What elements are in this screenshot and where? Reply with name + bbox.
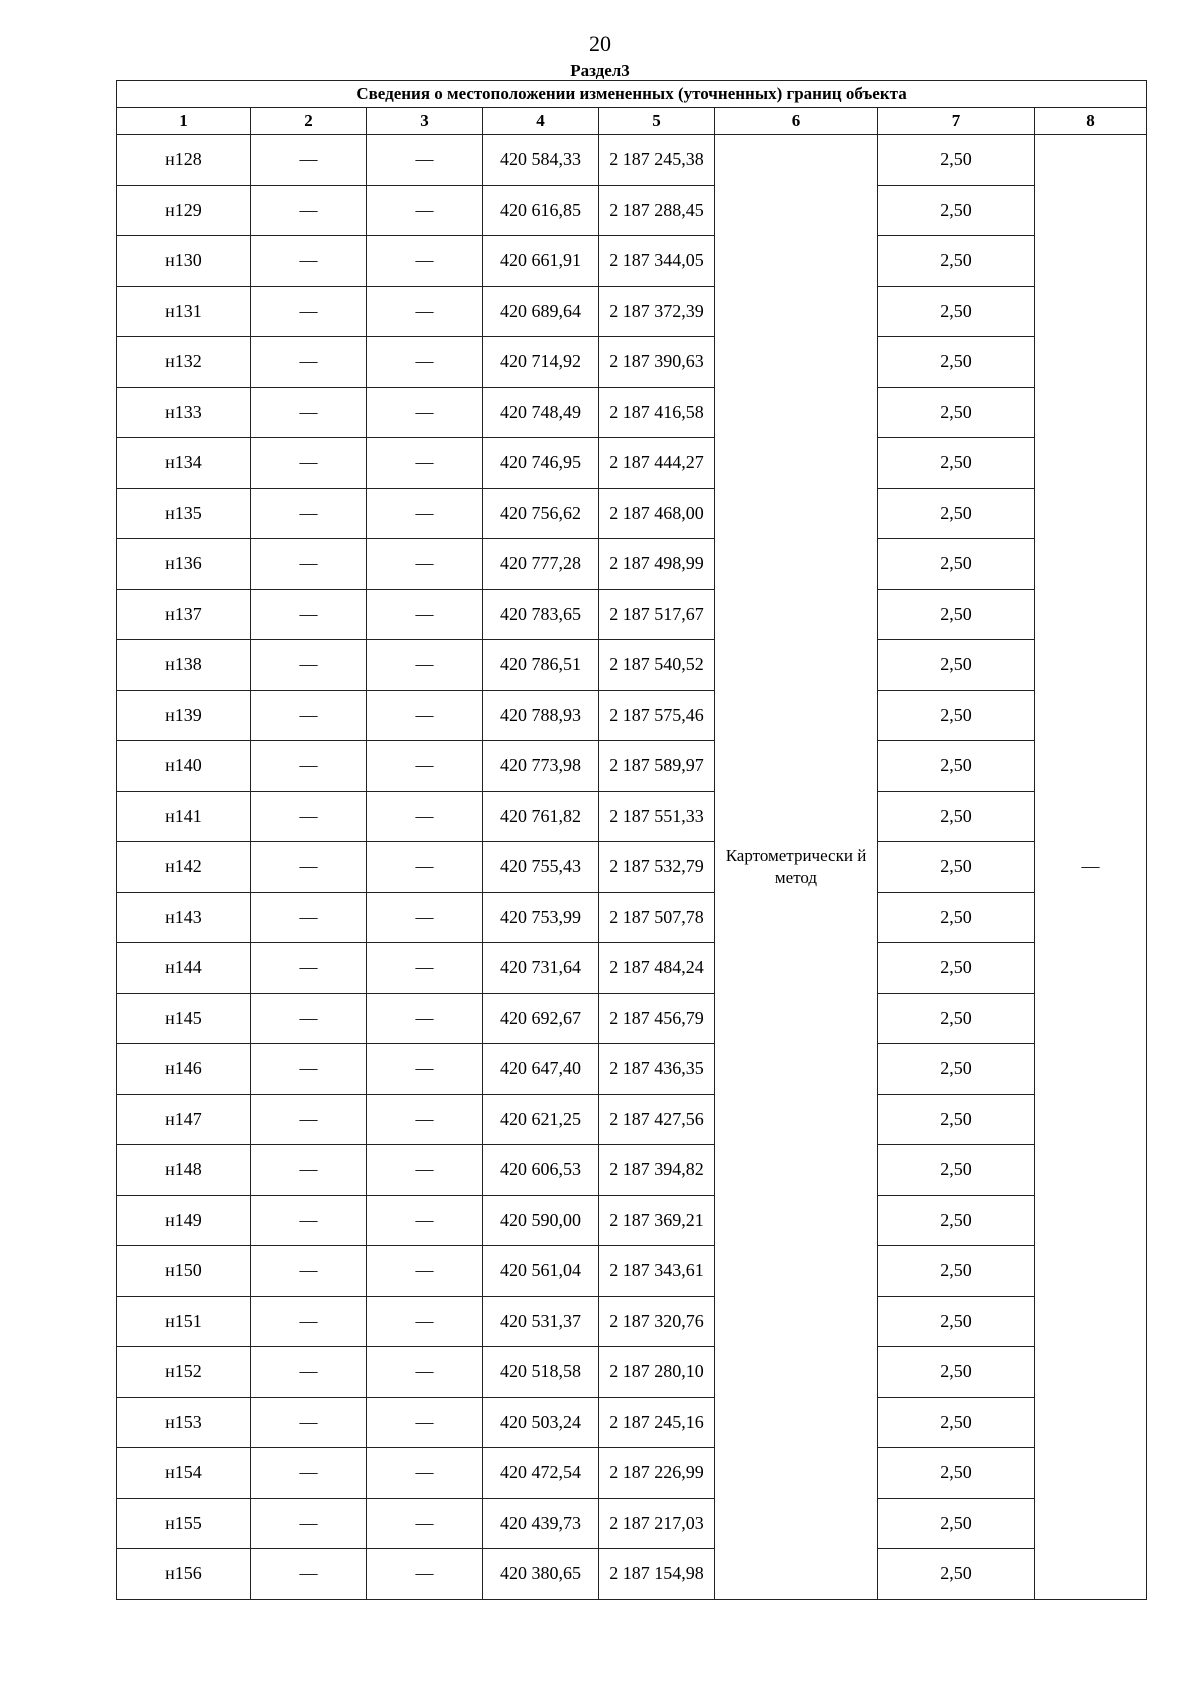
column-2-cell: —: [251, 791, 367, 842]
x-coordinate-cell: 420 503,24: [483, 1397, 599, 1448]
column-3-cell: —: [367, 640, 483, 691]
column-2-cell: —: [251, 741, 367, 792]
x-coordinate-cell: 420 689,64: [483, 286, 599, 337]
method-cell: Картометрически й метод: [715, 135, 878, 1600]
column-2-cell: —: [251, 1195, 367, 1246]
x-coordinate-cell: 420 755,43: [483, 842, 599, 893]
column-3-cell: —: [367, 1448, 483, 1499]
point-name-cell: н131: [117, 286, 251, 337]
x-coordinate-cell: 420 692,67: [483, 993, 599, 1044]
column-3-cell: —: [367, 690, 483, 741]
table-row: [117, 1397, 1147, 1448]
point-name-cell: н140: [117, 741, 251, 792]
column-number-row: [117, 108, 1147, 135]
y-coordinate-cell: 2 187 343,61: [599, 1246, 715, 1297]
accuracy-cell: 2,50: [878, 791, 1035, 842]
coordinates-table: [116, 80, 1147, 1600]
accuracy-cell: 2,50: [878, 185, 1035, 236]
column-3-cell: —: [367, 993, 483, 1044]
column-3-cell: —: [367, 1397, 483, 1448]
x-coordinate-cell: 420 472,54: [483, 1448, 599, 1499]
accuracy-cell: 2,50: [878, 892, 1035, 943]
y-coordinate-cell: 2 187 532,79: [599, 842, 715, 893]
point-name-cell: н130: [117, 236, 251, 287]
column-2-cell: —: [251, 236, 367, 287]
column-3-cell: —: [367, 892, 483, 943]
column-3-cell: —: [367, 1347, 483, 1398]
column-3-cell: —: [367, 1145, 483, 1196]
accuracy-cell: 2,50: [878, 741, 1035, 792]
page-number: 20: [589, 31, 611, 56]
x-coordinate-cell: 420 746,95: [483, 438, 599, 489]
accuracy-cell: 2,50: [878, 539, 1035, 590]
x-coordinate-cell: 420 439,73: [483, 1498, 599, 1549]
column-2-cell: —: [251, 1397, 367, 1448]
accuracy-cell: 2,50: [878, 1448, 1035, 1499]
accuracy-cell: 2,50: [878, 1397, 1035, 1448]
table-row: [117, 640, 1147, 691]
column-2-cell: —: [251, 589, 367, 640]
column-3-cell: —: [367, 1296, 483, 1347]
table-row: [117, 1347, 1147, 1398]
y-coordinate-cell: 2 187 427,56: [599, 1094, 715, 1145]
point-name-cell: н147: [117, 1094, 251, 1145]
accuracy-cell: 2,50: [878, 135, 1035, 186]
point-name-cell: н133: [117, 387, 251, 438]
column-2-cell: —: [251, 539, 367, 590]
table-row: [117, 1296, 1147, 1347]
y-coordinate-cell: 2 187 540,52: [599, 640, 715, 691]
table-row: [117, 1145, 1147, 1196]
column-2-cell: —: [251, 1296, 367, 1347]
column-3-cell: —: [367, 943, 483, 994]
y-coordinate-cell: 2 187 498,99: [599, 539, 715, 590]
table-row: [117, 842, 1147, 893]
y-coordinate-cell: 2 187 484,24: [599, 943, 715, 994]
table-row: [117, 1044, 1147, 1095]
table-row: [117, 741, 1147, 792]
table-row: [117, 589, 1147, 640]
column-3-cell: —: [367, 135, 483, 186]
column-3-cell: —: [367, 236, 483, 287]
point-name-cell: н129: [117, 185, 251, 236]
accuracy-cell: 2,50: [878, 993, 1035, 1044]
column-3-cell: —: [367, 337, 483, 388]
y-coordinate-cell: 2 187 575,46: [599, 690, 715, 741]
accuracy-cell: 2,50: [878, 286, 1035, 337]
column-header-1: 1: [117, 108, 251, 135]
accuracy-cell: 2,50: [878, 1094, 1035, 1145]
point-name-cell: н156: [117, 1549, 251, 1600]
point-name-cell: н143: [117, 892, 251, 943]
x-coordinate-cell: 420 761,82: [483, 791, 599, 842]
y-coordinate-cell: 2 187 456,79: [599, 993, 715, 1044]
table-row: [117, 993, 1147, 1044]
column-2-cell: —: [251, 1448, 367, 1499]
column-header-2: 2: [251, 108, 367, 135]
column-2-cell: —: [251, 185, 367, 236]
y-coordinate-cell: 2 187 369,21: [599, 1195, 715, 1246]
column-header-3: 3: [367, 108, 483, 135]
column-2-cell: —: [251, 640, 367, 691]
x-coordinate-cell: 420 647,40: [483, 1044, 599, 1095]
column-2-cell: —: [251, 1347, 367, 1398]
accuracy-cell: 2,50: [878, 1498, 1035, 1549]
accuracy-cell: 2,50: [878, 1145, 1035, 1196]
point-name-cell: н149: [117, 1195, 251, 1246]
table-row: [117, 1246, 1147, 1297]
table-row: [117, 488, 1147, 539]
column-3-cell: —: [367, 1549, 483, 1600]
y-coordinate-cell: 2 187 517,67: [599, 589, 715, 640]
x-coordinate-cell: 420 714,92: [483, 337, 599, 388]
column-3-cell: —: [367, 438, 483, 489]
table-row: [117, 438, 1147, 489]
column-header-7: 7: [878, 108, 1035, 135]
point-name-cell: н145: [117, 993, 251, 1044]
point-name-cell: н135: [117, 488, 251, 539]
column-2-cell: —: [251, 1094, 367, 1145]
y-coordinate-cell: 2 187 288,45: [599, 185, 715, 236]
table-row: [117, 135, 1147, 186]
column-header-6: 6: [715, 108, 878, 135]
table-row: [117, 1498, 1147, 1549]
y-coordinate-cell: 2 187 344,05: [599, 236, 715, 287]
x-coordinate-cell: 420 786,51: [483, 640, 599, 691]
table-row: [117, 1549, 1147, 1600]
table-row: [117, 185, 1147, 236]
y-coordinate-cell: 2 187 589,97: [599, 741, 715, 792]
y-coordinate-cell: 2 187 468,00: [599, 488, 715, 539]
accuracy-cell: 2,50: [878, 842, 1035, 893]
y-coordinate-cell: 2 187 507,78: [599, 892, 715, 943]
x-coordinate-cell: 420 518,58: [483, 1347, 599, 1398]
accuracy-cell: 2,50: [878, 236, 1035, 287]
x-coordinate-cell: 420 788,93: [483, 690, 599, 741]
column-3-cell: —: [367, 286, 483, 337]
accuracy-cell: 2,50: [878, 1195, 1035, 1246]
column-2-cell: —: [251, 438, 367, 489]
y-coordinate-cell: 2 187 320,76: [599, 1296, 715, 1347]
table-row: [117, 539, 1147, 590]
accuracy-cell: 2,50: [878, 488, 1035, 539]
point-name-cell: н152: [117, 1347, 251, 1398]
accuracy-cell: 2,50: [878, 337, 1035, 388]
y-coordinate-cell: 2 187 416,58: [599, 387, 715, 438]
x-coordinate-cell: 420 783,65: [483, 589, 599, 640]
column-3-cell: —: [367, 1094, 483, 1145]
table-row: [117, 1195, 1147, 1246]
column-3-cell: —: [367, 1195, 483, 1246]
accuracy-cell: 2,50: [878, 438, 1035, 489]
accuracy-cell: 2,50: [878, 690, 1035, 741]
y-coordinate-cell: 2 187 280,10: [599, 1347, 715, 1398]
table-row: [117, 1094, 1147, 1145]
column-2-cell: —: [251, 387, 367, 438]
x-coordinate-cell: 420 753,99: [483, 892, 599, 943]
point-name-cell: н138: [117, 640, 251, 691]
point-name-cell: н142: [117, 842, 251, 893]
x-coordinate-cell: 420 616,85: [483, 185, 599, 236]
y-coordinate-cell: 2 187 436,35: [599, 1044, 715, 1095]
x-coordinate-cell: 420 380,65: [483, 1549, 599, 1600]
point-name-cell: н155: [117, 1498, 251, 1549]
table-row: [117, 943, 1147, 994]
point-name-cell: н139: [117, 690, 251, 741]
column-2-cell: —: [251, 135, 367, 186]
column-2-cell: —: [251, 943, 367, 994]
y-coordinate-cell: 2 187 372,39: [599, 286, 715, 337]
column-3-cell: —: [367, 185, 483, 236]
column-header-5: 5: [599, 108, 715, 135]
point-name-cell: н134: [117, 438, 251, 489]
accuracy-cell: 2,50: [878, 1549, 1035, 1600]
y-coordinate-cell: 2 187 226,99: [599, 1448, 715, 1499]
column-2-cell: —: [251, 488, 367, 539]
column-3-cell: —: [367, 1498, 483, 1549]
column-8-cell: —: [1035, 135, 1147, 1600]
y-coordinate-cell: 2 187 245,38: [599, 135, 715, 186]
x-coordinate-cell: 420 590,00: [483, 1195, 599, 1246]
column-2-cell: —: [251, 1498, 367, 1549]
column-2-cell: —: [251, 690, 367, 741]
point-name-cell: н151: [117, 1296, 251, 1347]
y-coordinate-cell: 2 187 245,16: [599, 1397, 715, 1448]
point-name-cell: н136: [117, 539, 251, 590]
x-coordinate-cell: 420 621,25: [483, 1094, 599, 1145]
y-coordinate-cell: 2 187 444,27: [599, 438, 715, 489]
table-row: [117, 1448, 1147, 1499]
x-coordinate-cell: 420 773,98: [483, 741, 599, 792]
column-2-cell: —: [251, 1145, 367, 1196]
column-2-cell: —: [251, 892, 367, 943]
column-2-cell: —: [251, 1246, 367, 1297]
x-coordinate-cell: 420 777,28: [483, 539, 599, 590]
x-coordinate-cell: 420 661,91: [483, 236, 599, 287]
column-2-cell: —: [251, 286, 367, 337]
column-header-4: 4: [483, 108, 599, 135]
column-2-cell: —: [251, 1549, 367, 1600]
x-coordinate-cell: 420 606,53: [483, 1145, 599, 1196]
accuracy-cell: 2,50: [878, 640, 1035, 691]
point-name-cell: н153: [117, 1397, 251, 1448]
accuracy-cell: 2,50: [878, 387, 1035, 438]
table-row: [117, 236, 1147, 287]
y-coordinate-cell: 2 187 217,03: [599, 1498, 715, 1549]
point-name-cell: н132: [117, 337, 251, 388]
column-2-cell: —: [251, 337, 367, 388]
point-name-cell: н154: [117, 1448, 251, 1499]
accuracy-cell: 2,50: [878, 1296, 1035, 1347]
point-name-cell: н146: [117, 1044, 251, 1095]
section-title: Раздел3: [570, 61, 630, 80]
table-row: [117, 791, 1147, 842]
x-coordinate-cell: 420 531,37: [483, 1296, 599, 1347]
point-name-cell: н144: [117, 943, 251, 994]
table-row: [117, 387, 1147, 438]
point-name-cell: н141: [117, 791, 251, 842]
table-caption: Сведения о местоположении измененных (уточненных) границ объекта: [117, 81, 1147, 108]
accuracy-cell: 2,50: [878, 589, 1035, 640]
point-name-cell: н148: [117, 1145, 251, 1196]
point-name-cell: н128: [117, 135, 251, 186]
accuracy-cell: 2,50: [878, 1246, 1035, 1297]
accuracy-cell: 2,50: [878, 1347, 1035, 1398]
table-body: [117, 135, 1147, 1600]
column-2-cell: —: [251, 842, 367, 893]
column-2-cell: —: [251, 1044, 367, 1095]
x-coordinate-cell: 420 756,62: [483, 488, 599, 539]
accuracy-cell: 2,50: [878, 943, 1035, 994]
point-name-cell: н150: [117, 1246, 251, 1297]
x-coordinate-cell: 420 731,64: [483, 943, 599, 994]
table-row: [117, 337, 1147, 388]
column-3-cell: —: [367, 1246, 483, 1297]
accuracy-cell: 2,50: [878, 1044, 1035, 1095]
column-3-cell: —: [367, 741, 483, 792]
column-3-cell: —: [367, 387, 483, 438]
column-3-cell: —: [367, 589, 483, 640]
column-3-cell: —: [367, 539, 483, 590]
point-name-cell: н137: [117, 589, 251, 640]
x-coordinate-cell: 420 584,33: [483, 135, 599, 186]
table-row: [117, 892, 1147, 943]
table-row: [117, 690, 1147, 741]
x-coordinate-cell: 420 748,49: [483, 387, 599, 438]
column-3-cell: —: [367, 1044, 483, 1095]
y-coordinate-cell: 2 187 154,98: [599, 1549, 715, 1600]
y-coordinate-cell: 2 187 551,33: [599, 791, 715, 842]
column-2-cell: —: [251, 993, 367, 1044]
y-coordinate-cell: 2 187 394,82: [599, 1145, 715, 1196]
x-coordinate-cell: 420 561,04: [483, 1246, 599, 1297]
table-row: [117, 286, 1147, 337]
column-3-cell: —: [367, 488, 483, 539]
column-3-cell: —: [367, 842, 483, 893]
column-header-8: 8: [1035, 108, 1147, 135]
y-coordinate-cell: 2 187 390,63: [599, 337, 715, 388]
column-3-cell: —: [367, 791, 483, 842]
